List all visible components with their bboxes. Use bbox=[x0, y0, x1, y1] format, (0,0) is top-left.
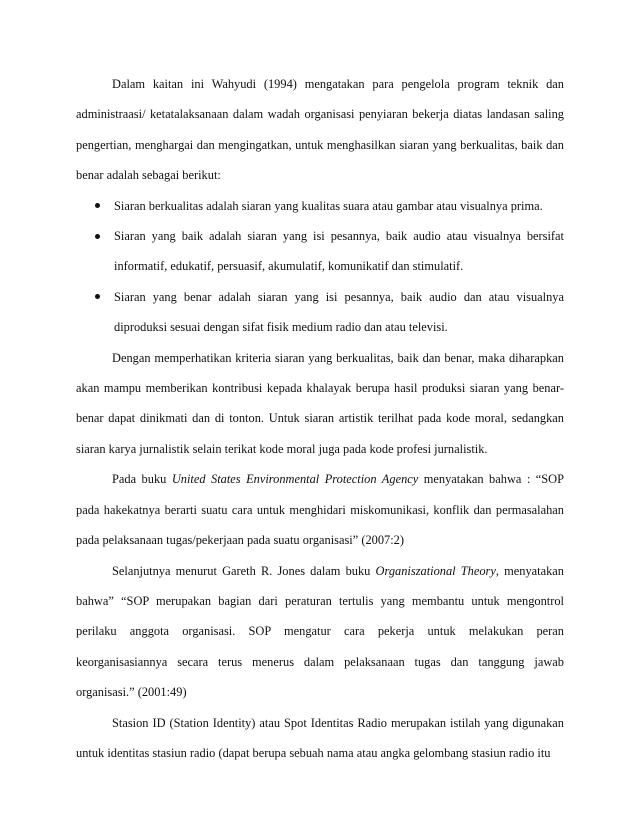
paragraph-epa-quote bbox=[76, 464, 564, 555]
paragraph-text: Pada buku bbox=[112, 472, 172, 487]
paragraph-station-id: Stasion ID (Station Identity) atau Spot Identitas Radio merupakan istilah yang digunakan untuk identitas stasiun radio (dapat berupa sebuah nama atau angka gelombang stasiun radio itu bbox=[76, 715, 564, 760]
bullet-icon bbox=[95, 294, 100, 299]
list-item-text: Siaran yang benar adalah siaran yang isi pesannya, baik audio dan atau visualnya diproduksi sesuai dengan sifat fisik medium radio dan atau televisi. bbox=[114, 289, 564, 335]
bullet-icon bbox=[95, 203, 100, 208]
paragraph-text: menyatakan bahwa : “SOP pada hakekatnya berarti suatu cara untuk menghidari miskomunikasi, konflik dan permasalahan pada pelaksanaan tugas/pekerjaan pada suatu organisasi” (2007:2) bbox=[76, 472, 565, 548]
book-title: Organiszational Theory bbox=[375, 563, 496, 578]
paragraph-text: Selanjutnya menurut Gareth R. Jones dalam buku bbox=[112, 563, 376, 578]
list-item bbox=[76, 221, 564, 282]
paragraph-intro: Dalam kaitan ini Wahyudi (1994) mengatakan para pengelola program teknik dan administraasi/ ketatalaksanaan dalam wadah organisasi penyiaran bekerja diatas landasan saling pengertian, menghargai dan mengingatkan, untuk menghasilkan siaran yang berkualitas, baik dan benar adalah sebagai berikut: bbox=[76, 77, 564, 183]
list-item-text: Siaran berkualitas adalah siaran yang kualitas suara atau gambar atau visualnya prima. bbox=[114, 198, 543, 213]
document-body bbox=[76, 69, 564, 768]
list-item bbox=[76, 191, 564, 221]
book-title: United States Environmental Protection Agency bbox=[171, 472, 419, 487]
paragraph-jones-quote bbox=[76, 556, 564, 708]
criteria-list bbox=[76, 191, 564, 343]
list-item-text: Siaran yang baik adalah siaran yang isi pesannya, baik audio atau visualnya bersifat informatif, edukatif, persuasif, akumulatif, komunikatif dan stimulatif. bbox=[114, 229, 564, 274]
list-item bbox=[76, 282, 564, 343]
paragraph-quality: Dengan memperhatikan kriteria siaran yang berkualitas, baik dan benar, maka diharapkan akan mampu memberikan kontribusi kepada khalayak berupa hasil produksi siaran yang benar-benar dapat dinikmati dan di tonton. Untuk siaran artistik terilhat pada kode moral, sedangkan siaran karya jurnalistik selain terikat kode moral juga pada kode profesi jurnalistik. bbox=[76, 350, 564, 456]
bullet-icon bbox=[95, 234, 100, 239]
paragraph-text: , menyatakan bahwa” “SOP merupakan bagian dari peraturan tertulis yang membantu untuk mengontrol perilaku anggota organisasi. SOP mengatur cara pekerja untuk melakukan peran keorganisasiannya secara terus menerus dalam pelaksanaan tugas dan tanggung jawab organisasi.” (2001:49) bbox=[76, 563, 565, 700]
